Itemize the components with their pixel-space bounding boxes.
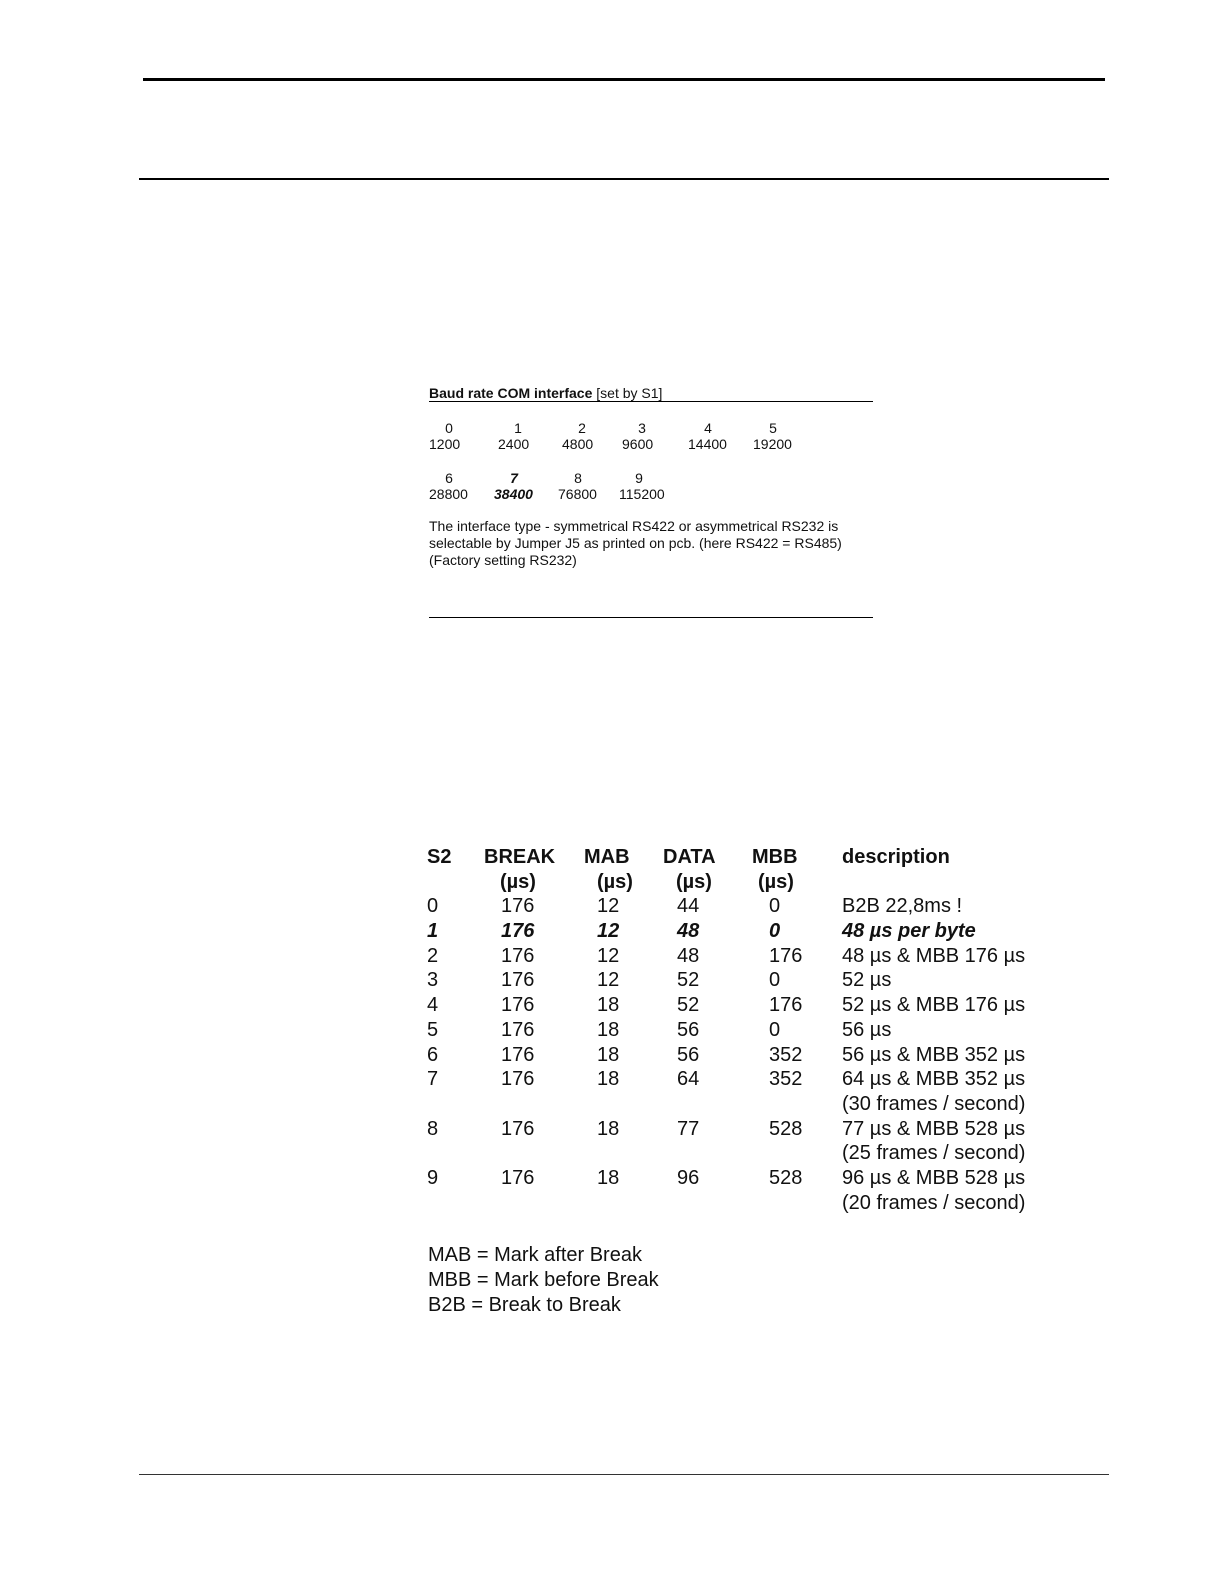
cell-data: 48 bbox=[677, 920, 700, 943]
note-line: selectable by Jumper J5 as printed on pcb. (here RS422 = RS485) bbox=[429, 535, 842, 551]
baud-setting: 0 bbox=[445, 420, 453, 436]
baud-rate-value: 2400 bbox=[498, 436, 530, 452]
baud-rate-value: 1200 bbox=[429, 436, 461, 452]
baud-option bbox=[558, 470, 622, 502]
cell-data: 56 bbox=[677, 1043, 700, 1066]
baud-rate-value: 76800 bbox=[558, 486, 597, 502]
baud-option bbox=[753, 420, 817, 452]
cell-mbb: 352 bbox=[769, 1043, 803, 1066]
baud-rate-value: 28800 bbox=[429, 486, 468, 502]
header-s2: S2 bbox=[427, 846, 452, 868]
baud-option bbox=[498, 420, 562, 452]
cell-break: 176 bbox=[501, 1018, 535, 1041]
baud-option bbox=[619, 470, 683, 502]
cell-description: (25 frames / second) bbox=[842, 1142, 1026, 1165]
top-rule bbox=[143, 78, 1105, 81]
baud-setting: 4 bbox=[704, 420, 712, 436]
cell-mbb: 0 bbox=[769, 1018, 781, 1041]
cell-mbb: 176 bbox=[769, 994, 803, 1017]
cell-s2: 6 bbox=[427, 1043, 439, 1066]
header-data: DATA bbox=[663, 846, 716, 868]
cell-description: 56 µs bbox=[842, 1018, 892, 1041]
cell-data: 96 bbox=[677, 1166, 700, 1189]
baud-title-bold: Baud rate COM interface bbox=[429, 385, 593, 401]
baud-row bbox=[429, 420, 873, 456]
cell-mbb: 528 bbox=[769, 1166, 803, 1189]
cell-description: (30 frames / second) bbox=[842, 1092, 1026, 1115]
cell-description: (20 frames / second) bbox=[842, 1191, 1026, 1214]
cell-description: 96 µs & MBB 528 µs bbox=[842, 1166, 1026, 1189]
cell-mab: 18 bbox=[597, 1068, 620, 1091]
baud-setting: 9 bbox=[635, 470, 643, 486]
baud-option bbox=[562, 420, 626, 452]
cell-data: 52 bbox=[677, 994, 700, 1017]
cell-s2: 8 bbox=[427, 1117, 439, 1140]
cell-mbb: 0 bbox=[769, 920, 781, 943]
cell-s2: 1 bbox=[427, 920, 439, 943]
baud-setting: 3 bbox=[638, 420, 646, 436]
cell-data: 48 bbox=[677, 944, 700, 967]
cell-description: 48 µs & MBB 176 µs bbox=[842, 944, 1026, 967]
header-break: BREAK bbox=[484, 846, 556, 868]
cell-mab: 18 bbox=[597, 1043, 620, 1066]
baud-setting: 2 bbox=[578, 420, 586, 436]
baud-rate-value: 14400 bbox=[688, 436, 727, 452]
unit-mab: (µs) bbox=[597, 870, 633, 893]
baud-rate-value: 19200 bbox=[753, 436, 792, 452]
interface-note bbox=[429, 518, 873, 569]
baud-setting: 1 bbox=[514, 420, 522, 436]
cell-mab: 18 bbox=[597, 1018, 620, 1041]
cell-break: 176 bbox=[501, 994, 535, 1017]
cell-description: 56 µs & MBB 352 µs bbox=[842, 1043, 1026, 1066]
unit-data: (µs) bbox=[676, 870, 712, 893]
baud-setting: 5 bbox=[769, 420, 777, 436]
header-description: description bbox=[842, 846, 950, 868]
legend-item: MAB = Mark after Break bbox=[428, 1244, 642, 1266]
cell-s2: 7 bbox=[427, 1068, 439, 1091]
unit-mbb: (µs) bbox=[758, 870, 794, 893]
abbreviation-legend bbox=[428, 1243, 659, 1318]
note-line: The interface type - symmetrical RS422 or asymmetrical RS232 is bbox=[429, 518, 839, 534]
cell-mbb: 352 bbox=[769, 1068, 803, 1091]
baud-option bbox=[429, 470, 493, 502]
cell-s2: 0 bbox=[427, 895, 439, 918]
cell-break: 176 bbox=[501, 969, 535, 992]
cell-description: 64 µs & MBB 352 µs bbox=[842, 1068, 1026, 1091]
footer-rule bbox=[139, 1474, 1109, 1475]
cell-mab: 12 bbox=[597, 944, 620, 967]
cell-break: 176 bbox=[501, 1166, 535, 1189]
cell-mbb: 0 bbox=[769, 969, 781, 992]
legend-item: MBB = Mark before Break bbox=[428, 1269, 659, 1291]
cell-mab: 12 bbox=[597, 895, 620, 918]
baud-rate-value: 38400 bbox=[494, 486, 533, 502]
baud-option bbox=[622, 420, 686, 452]
cell-s2: 4 bbox=[427, 994, 439, 1017]
baud-title-rest: [set by S1] bbox=[592, 385, 663, 401]
cell-break: 176 bbox=[501, 944, 535, 967]
cell-description: 52 µs bbox=[842, 969, 892, 992]
baud-title bbox=[429, 384, 873, 402]
cell-s2: 2 bbox=[427, 944, 439, 967]
baud-rate-value: 9600 bbox=[622, 436, 654, 452]
cell-description: 48 µs per byte bbox=[842, 920, 976, 943]
cell-break: 176 bbox=[501, 920, 535, 943]
cell-description: 77 µs & MBB 528 µs bbox=[842, 1117, 1026, 1140]
cell-data: 56 bbox=[677, 1018, 700, 1041]
cell-data: 44 bbox=[677, 895, 700, 918]
baud-bottom-rule bbox=[429, 617, 873, 618]
cell-mab: 18 bbox=[597, 1166, 620, 1189]
cell-description: B2B 22,8ms ! bbox=[842, 895, 963, 918]
baud-rate-section bbox=[429, 384, 873, 568]
cell-mab: 18 bbox=[597, 994, 620, 1017]
cell-s2: 3 bbox=[427, 969, 439, 992]
cell-mbb: 0 bbox=[769, 895, 781, 918]
cell-data: 64 bbox=[677, 1068, 700, 1091]
baud-title-rule bbox=[429, 401, 873, 402]
cell-mbb: 176 bbox=[769, 944, 803, 967]
legend-item: B2B = Break to Break bbox=[428, 1294, 621, 1316]
baud-rate-value: 115200 bbox=[619, 486, 665, 502]
cell-description: 52 µs & MBB 176 µs bbox=[842, 994, 1026, 1017]
cell-mab: 12 bbox=[597, 920, 620, 943]
cell-s2: 9 bbox=[427, 1166, 439, 1189]
header-mab: MAB bbox=[584, 846, 630, 868]
baud-setting: 6 bbox=[445, 470, 453, 486]
cell-break: 176 bbox=[501, 1068, 535, 1091]
baud-option bbox=[688, 420, 752, 452]
cell-data: 52 bbox=[677, 969, 700, 992]
header-rule bbox=[139, 178, 1109, 180]
unit-break: (µs) bbox=[500, 870, 536, 893]
cell-mab: 18 bbox=[597, 1117, 620, 1140]
cell-break: 176 bbox=[501, 895, 535, 918]
header-mbb: MBB bbox=[752, 846, 798, 868]
baud-setting: 7 bbox=[510, 470, 518, 486]
note-line: (Factory setting RS232) bbox=[429, 552, 577, 568]
baud-option bbox=[429, 420, 493, 452]
baud-row bbox=[429, 470, 873, 506]
baud-option bbox=[494, 470, 558, 502]
cell-mab: 12 bbox=[597, 969, 620, 992]
cell-break: 176 bbox=[501, 1043, 535, 1066]
cell-data: 77 bbox=[677, 1117, 700, 1140]
baud-rate-value: 4800 bbox=[562, 436, 594, 452]
baud-setting: 8 bbox=[574, 470, 582, 486]
cell-break: 176 bbox=[501, 1117, 535, 1140]
cell-s2: 5 bbox=[427, 1018, 439, 1041]
cell-mbb: 528 bbox=[769, 1117, 803, 1140]
